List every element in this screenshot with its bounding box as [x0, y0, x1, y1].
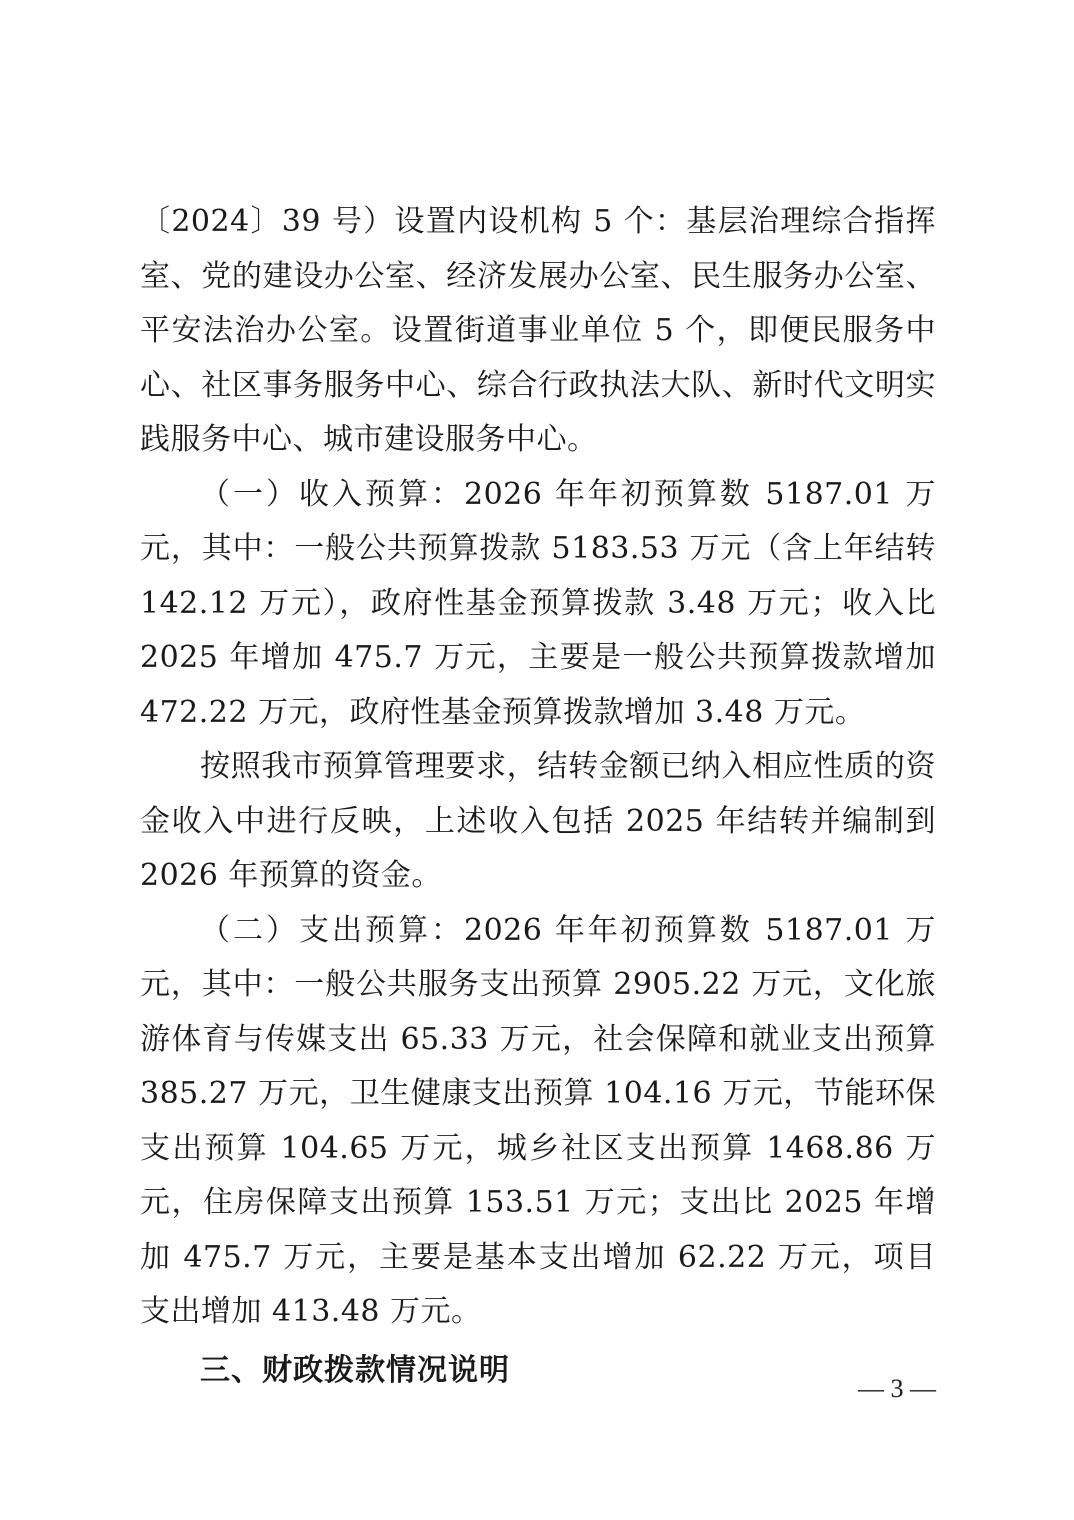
page-number: — 3 —: [858, 1374, 936, 1403]
section-heading-fiscal-appropriation: 三、财政拨款情况说明: [200, 1352, 510, 1388]
paragraph-carryover-note: 按照我市预算管理要求，结转金额已纳入相应性质的资金收入中进行反映，上述收入包括 2025 年结转并编制到 2026 年预算的资金。: [140, 749, 936, 893]
paragraph-institutions: 〔2024〕39 号）设置内设机构 5 个：基层治理综合指挥室、党的建设办公室、经济发展办公室、民生服务办公室、平安法治办公室。设置街道事业单位 5 个，即便民服务中心、社区事务服务中心、综合行政执法大队、新时代文明实践服务中心、城市建设服务中心。: [140, 204, 936, 457]
paragraph-income-budget: （一）收入预算：2026 年年初预算数 5187.01 万元，其中：一般公共预算拨款 5183.53 万元（含上年结转 142.12 万元），政府性基金预算拨款 3.48 万元；收入比 2025 年增加 475.7 万元，主要是一般公共预算拨款增加 472.22 万元，政府性基金预算拨款增加 3.48 万元。: [140, 476, 936, 730]
paragraph-expenditure-budget: （二）支出预算：2026 年年初预算数 5187.01 万元，其中：一般公共服务支出预算 2905.22 万元，文化旅游体育与传媒支出 65.33 万元，社会保障和就业支出预算 385.27 万元，卫生健康支出预算 104.16 万元，节能环保支出预算 104.65 万元，城乡社区支出预算 1468.86 万元，住房保障支出预算 153.51 万元；支出比 2025 年增加 475.7 万元，主要是基本支出增加 62.22 万元，项目支出增加 413.48 万元。: [140, 912, 936, 1329]
document-body: [140, 195, 936, 1398]
